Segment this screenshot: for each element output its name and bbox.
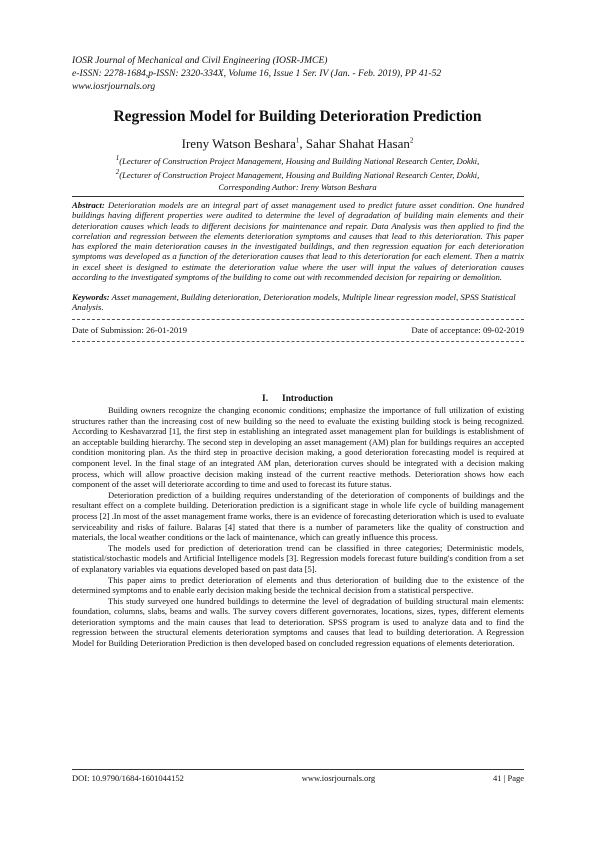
affiliation-1-text: (Lecturer of Construction Project Management, Housing and Building National Research Center, Dokki, [119, 155, 480, 166]
author-1-sup: 1 [295, 136, 300, 145]
abstract-label: Abstract: [72, 200, 105, 210]
journal-header [72, 54, 441, 93]
section-heading [0, 394, 595, 404]
footer-website: www.iosrjournals.org [301, 773, 376, 783]
footer-page-number: 41 | Page [493, 773, 524, 783]
dates-row [72, 325, 524, 335]
paragraph: Building owners recognize the changing economic conditions; emphasize the importance of full utilization of existing structures rather than the increasing cost of new building so the need to evaluate the existing building stock is being recognized. According to Keshavarzrad [1], the first step in establishing an integrated asset management plan for buildings is establishment of an acceptable building hierarchy. The second step in developing an asset management (AM) plan for buildings requires an accepted condition monitoring plan. As the third step in proactive decision making, a good deterioration forecasting model is required at component level. In the final stage of an integrated AM plan, deterioration curves should be integrated with a decision making process, which will allow proactive decision making instead of the current reactive methods. Deterioration shows how each component of the asset will deteriorate according to time and used to forecast its future status. [72, 405, 524, 490]
acceptance-date: Date of acceptance: 09-02-2019 [411, 325, 524, 335]
keywords [72, 292, 524, 313]
affiliation-2-sup: 2 [115, 168, 120, 177]
affiliation-2 [72, 167, 523, 181]
section-title-text: Introduction [282, 394, 333, 404]
author-separator: , [299, 136, 306, 151]
author-line [0, 136, 595, 152]
affiliation-2-text: (Lecturer of Construction Project Management, Housing and Building National Research Center, Dokki, [119, 170, 480, 181]
page-footer [72, 773, 524, 783]
affiliation-1-sup: 1 [115, 154, 120, 162]
divider-bottom [72, 341, 524, 342]
author-2-sup: 2 [409, 136, 414, 145]
paragraph: The models used for prediction of deterioration trend can be classified in three categories; Deterministic models, statistical/stochastic models and Artificial Intelligence models [3]. Regression models forecast future building's condition from a set of explanatory variables via equations developed based on past data [5]. [72, 542, 524, 574]
paragraph: This paper aims to predict deterioration of elements and thus deterioration of building due to the existence of the determined symptoms and to enable early decision making beside the technical decision from a statistical perspective. [72, 574, 524, 596]
paper-title: Regression Model for Building Deterioration Prediction [113, 108, 482, 125]
abstract [72, 200, 524, 282]
author-1: Ireny Watson Beshara [181, 136, 296, 151]
paragraph: Deterioration prediction of a building requires understanding of the deterioration of components of buildings and the resultant effect on a complete building. Deterioration prediction is a significant stage in whole life cycle of building management process [2] .In most of the asset management frame works, there is an evidence of forecasting deterioration which is used to evaluate serviceability and risks of failure. Balaras [4] stated that there is a number of parameters like the quality of construction and materials, the local weather conditions or the lack of maintenance, which can greatly influence this process. [72, 489, 524, 543]
keywords-text: Asset management, Building deterioration, Deterioration models, Multiple linear regression model, SPSS Statistical Analysis. [72, 292, 516, 313]
paragraph: This study surveyed one hundred buildings to determine the level of degradation of building structural main elements: foundation, columns, slabs, beams and walls. The survey covers different governorates, locations, sizes, types, different elements deterioration symptoms and the main causes that lead to deterioration. SPSS program is used to analyze data and to find the regression between the structural elements deterioration symptoms and causes that lead to building deterioration. A Regression Model for Building Deterioration Prediction is then developed based on concluded regression equations of elements deterioration. [72, 595, 524, 649]
divider-top [72, 319, 524, 320]
affiliation-1 [72, 153, 523, 167]
journal-issn: e-ISSN: 2278-1684,p-ISSN: 2320-334X, Volume 16, Issue 1 Ser. IV (Jan. - Feb. 2019), PP 41-52 [72, 68, 442, 79]
author-2: Sahar Shahat Hasan [305, 136, 410, 151]
introduction-body [72, 405, 524, 649]
journal-name: IOSR Journal of Mechanical and Civil Engineering (IOSR-JMCE) [72, 55, 328, 66]
corresponding-author: Corresponding Author: Ireny Watson Beshara [218, 181, 377, 192]
footer-doi: DOI: 10.9790/1684-1601044152 [72, 773, 184, 783]
abstract-top-rule [72, 196, 524, 197]
submission-date: Date of Submission: 26-01-2019 [72, 325, 188, 335]
affiliations [72, 153, 523, 193]
journal-website: www.iosrjournals.org [72, 81, 156, 92]
footer-rule [72, 769, 524, 770]
section-number: I. [262, 394, 269, 404]
abstract-text: Deterioration models are an integral part of asset management used to predict future asset condition. One hundred buildings having different properties were audited to determine the level of degradation of building main elements and their deterioration causes which leads to different decisions for maintenance and repair. Data Analysis was then applied to find the correlation and regression between the elements deterioration symptoms and causes that lead to this deterioration. This paper has explored the main deterioration causes in the investigated buildings, and then regression equation for each deterioration symptoms was developed as a function of the deterioration causes that lead to this deterioration for each element. Then a matrix in excel sheet is designed to estimate the deterioration value where the user will input the values of deterioration causes according to the investigated symptoms of the building to come out with recommended decision for repairing or demolition. [72, 200, 525, 283]
keywords-label: Keywords: [72, 292, 110, 302]
